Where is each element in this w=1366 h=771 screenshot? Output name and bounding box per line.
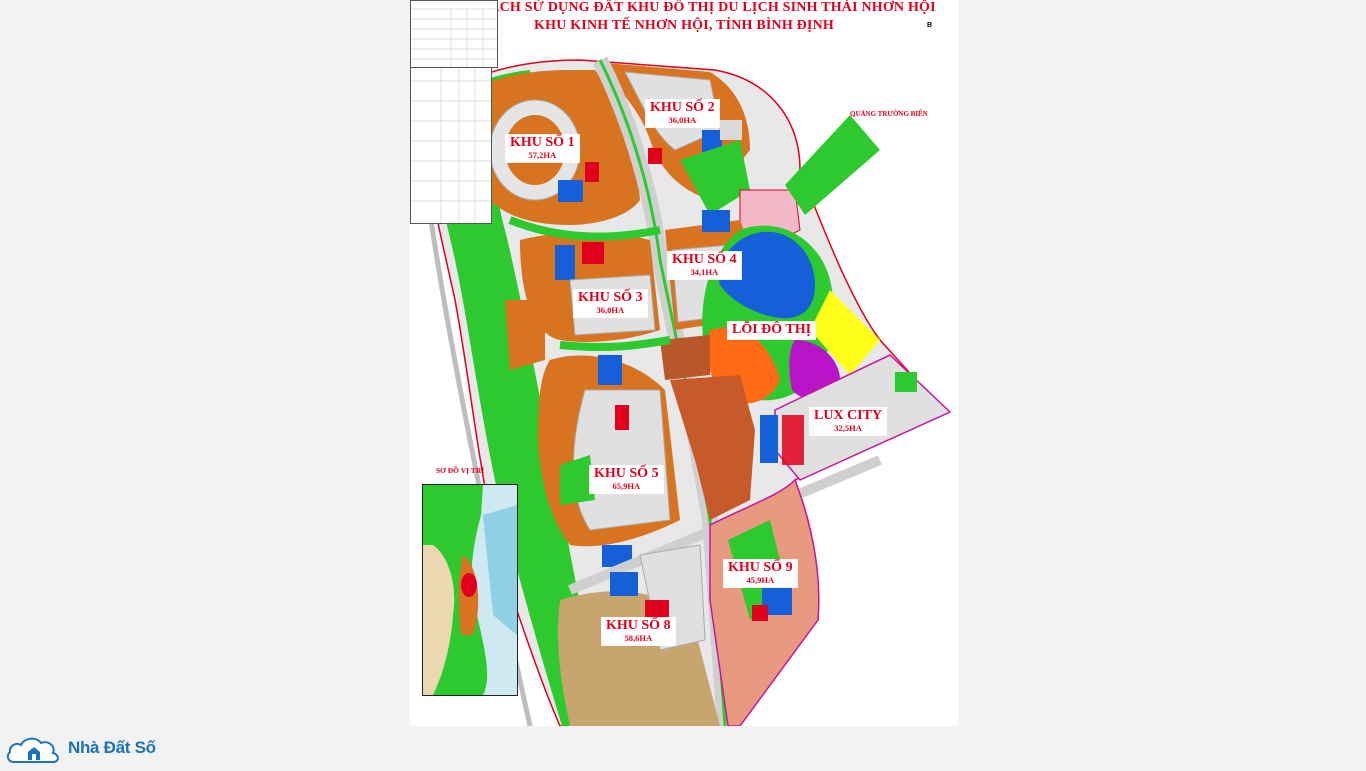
zone-area: 58,6HA (624, 632, 653, 643)
planning-map-sheet (410, 0, 958, 726)
zone-name: KHU SỐ 3 (578, 290, 643, 305)
zone-label-1 (506, 135, 579, 162)
zone-area: 32,5HA (834, 422, 862, 433)
zone-3-water (555, 245, 575, 280)
zone-area: 36,0HA (596, 304, 625, 315)
zone-label-4 (668, 252, 741, 279)
inset-map-graphic (423, 485, 517, 695)
zone-9-service (752, 605, 768, 621)
zone-name: KHU SỐ 2 (650, 100, 715, 115)
west-orange-strip (505, 300, 545, 370)
zone-area: 45,9HA (746, 574, 775, 585)
zone-summary-table (410, 0, 498, 68)
zone-label-2 (646, 100, 719, 127)
location-inset-map (422, 484, 518, 696)
zone-label-9 (724, 560, 797, 587)
zone-label-8 (602, 618, 675, 645)
zone-name: KHU SỐ 9 (728, 560, 793, 575)
zone-name: KHU SỐ 5 (594, 466, 659, 481)
zone-2-service (648, 148, 662, 164)
zone-8-water (610, 572, 638, 596)
zone-name: LÕI ĐÔ THỊ (732, 322, 812, 337)
watermark-brand (68, 738, 156, 758)
house-cloud-icon (6, 734, 64, 766)
zone-4-water (702, 210, 730, 232)
zone-label-core (728, 322, 815, 339)
zone-label-5 (590, 466, 663, 493)
site-watermark (6, 734, 166, 766)
zone-3-service (582, 242, 604, 264)
brand-part-b: Số (134, 738, 156, 757)
zone-name: KHU SỐ 1 (510, 135, 575, 150)
zone-5-service (615, 405, 629, 430)
zone-2-grey (720, 120, 742, 140)
zone-1-water (558, 180, 583, 202)
zone-area: 57,2HA (528, 149, 557, 160)
lux-city-red (782, 415, 804, 465)
zone-name: LUX CITY (814, 408, 883, 423)
lux-city-water (760, 415, 778, 463)
zone-name: KHU SỐ 8 (606, 618, 671, 633)
brand-part-a: Nhà Đất (68, 738, 131, 757)
zone-name: KHU SỐ 4 (672, 252, 737, 267)
zone-area: 36,0HA (668, 114, 697, 125)
zone-5-water-north (598, 355, 622, 385)
sea-square-callout: QUẢNG TRƯỜNG BIỂN (850, 110, 928, 118)
zone-1-service (585, 162, 599, 182)
zone-area: 34,1HA (690, 266, 719, 277)
map-subtitle: KHU KINH TẾ NHƠN HỘI, TỈNH BÌNH ĐỊNH (534, 18, 834, 33)
zone-area: 65,9HA (612, 480, 641, 491)
inset-title: SƠ ĐỒ VỊ TRÍ (435, 466, 485, 475)
map-title: QUY HOẠCH SỬ DỤNG ĐẤT KHU ĐÔ THỊ DU LỊCH SINH THÁI NHƠN HỘI (432, 0, 936, 15)
zone-8-service (645, 600, 669, 618)
zone-label-3 (574, 290, 647, 317)
north-letter: B (927, 22, 933, 29)
zone-label-lux-city (810, 408, 886, 435)
lux-city-park (895, 372, 917, 392)
